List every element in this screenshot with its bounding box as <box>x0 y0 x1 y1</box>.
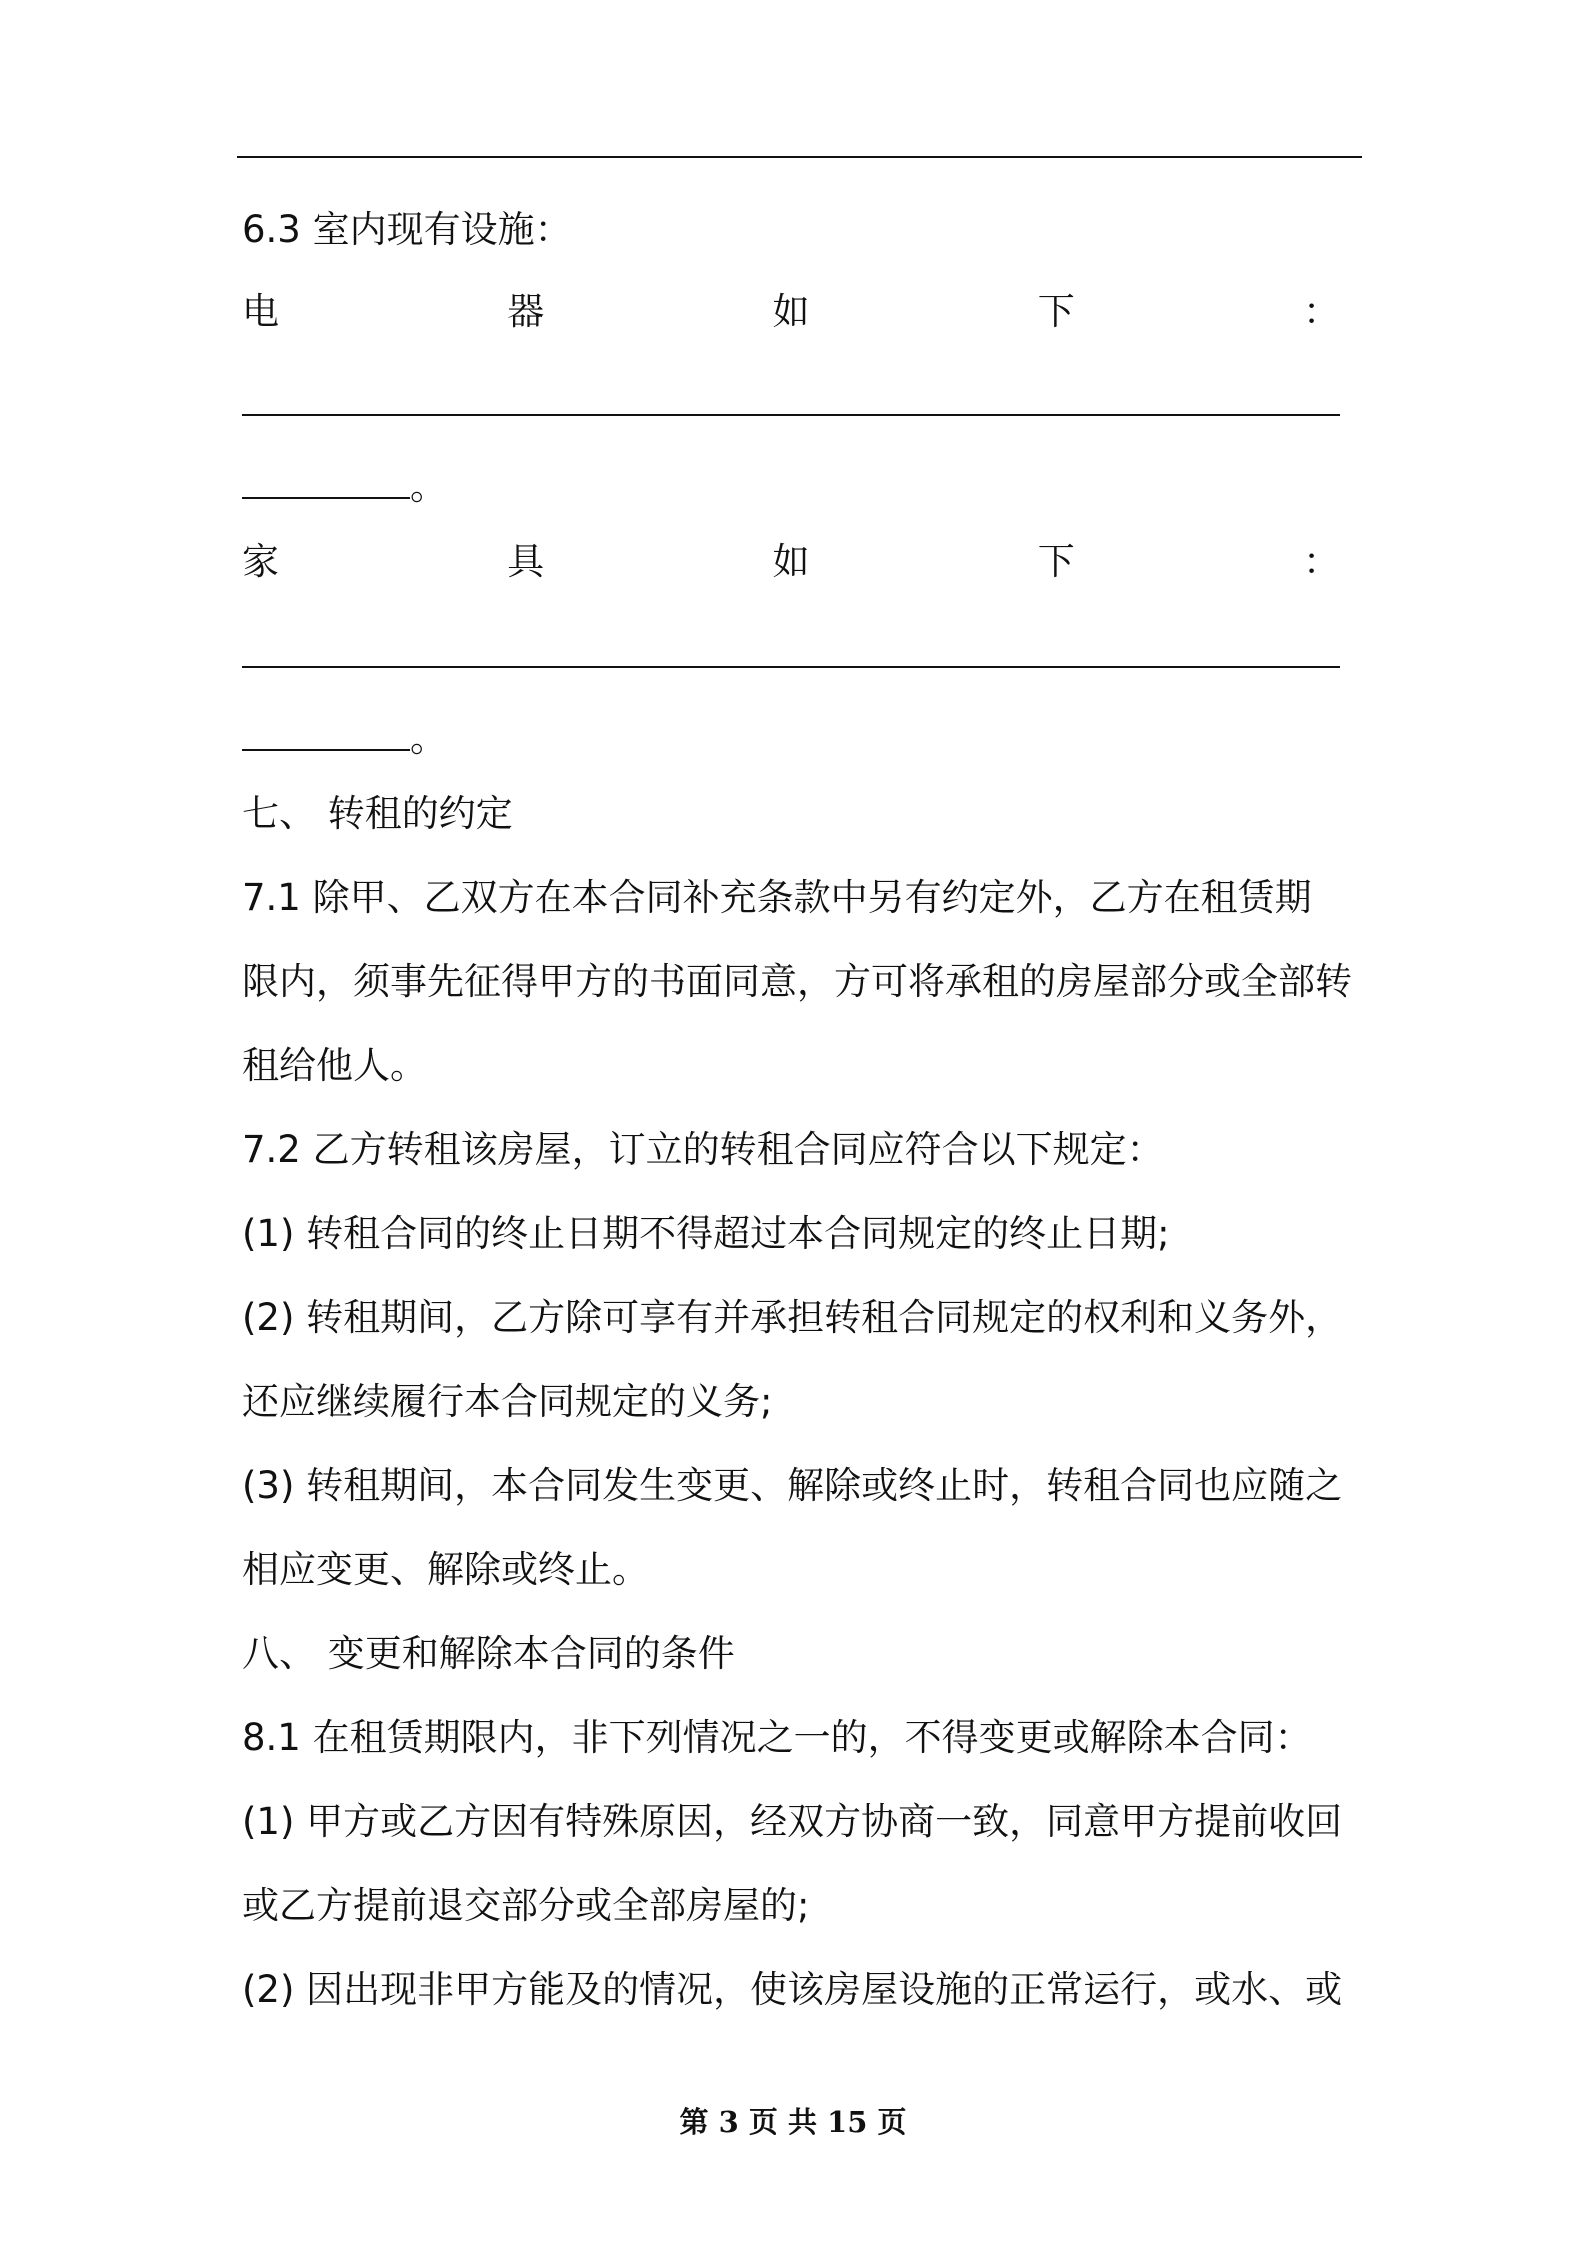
appliances-blank-end <box>242 465 447 509</box>
appliances-char: 下 <box>1037 290 1075 333</box>
appliances-char: 如 <box>772 290 810 333</box>
clause-8-1-item-2-line-1: (2) 因出现非甲方能及的情况，使该房屋设施的正常运行，或水、或 <box>242 1968 1343 2011</box>
appliances-char: ： <box>1303 290 1340 333</box>
section-8-title: 八、 变更和解除本合同的条件 <box>242 1632 735 1675</box>
furniture-period: 。 <box>410 717 447 760</box>
appliances-blank-line <box>242 414 1340 416</box>
clause-7-2-item-3-line-2: 相应变更、解除或终止。 <box>242 1548 649 1591</box>
clause-7-2-item-2-line-1: (2) 转租期间，乙方除可享有并承担转租合同规定的权利和义务外， <box>242 1296 1343 1339</box>
appliances-period: 。 <box>410 465 447 508</box>
furniture-blank-short <box>242 749 410 751</box>
furniture-char: 如 <box>772 540 810 583</box>
furniture-char: 下 <box>1037 540 1075 583</box>
appliances-blank-short <box>242 497 410 499</box>
page-number-footer: 第 3 页 共 15 页 <box>679 2105 907 2139</box>
clause-8-1: 8.1 在租赁期限内，非下列情况之一的，不得变更或解除本合同： <box>242 1716 1312 1759</box>
appliances-char: 器 <box>507 290 545 333</box>
clause-7-2: 7.2 乙方转租该房屋，订立的转租合同应符合以下规定： <box>242 1128 1164 1171</box>
appliances-label <box>242 290 1340 334</box>
section-7-title: 七、 转租的约定 <box>242 792 513 835</box>
appliances-char: 电 <box>242 290 279 333</box>
furniture-char: 家 <box>242 540 279 583</box>
clause-8-1-item-1-line-1: (1) 甲方或乙方因有特殊原因，经双方协商一致，同意甲方提前收回 <box>242 1800 1343 1843</box>
clause-7-2-item-2-line-2: 还应继续履行本合同规定的义务; <box>242 1380 773 1423</box>
clause-7-1-line-3: 租给他人。 <box>242 1044 427 1087</box>
clause-7-1-line-1: 7.1 除甲、乙双方在本合同补充条款中另有约定外，乙方在租赁期 <box>242 876 1312 919</box>
clause-7-1-line-2: 限内，须事先征得甲方的书面同意，方可将承租的房屋部分或全部转 <box>242 960 1352 1003</box>
furniture-blank-line <box>242 666 1340 668</box>
header-rule <box>237 156 1362 158</box>
clause-7-2-item-3-line-1: (3) 转租期间，本合同发生变更、解除或终止时，转租合同也应随之 <box>242 1464 1343 1507</box>
clause-7-2-item-1: (1) 转租合同的终止日期不得超过本合同规定的终止日期; <box>242 1212 1170 1255</box>
furniture-blank-end <box>242 717 447 761</box>
clause-8-1-item-1-line-2: 或乙方提前退交部分或全部房屋的; <box>242 1884 810 1927</box>
furniture-label <box>242 540 1340 584</box>
furniture-char: 具 <box>507 540 545 583</box>
furniture-char: ： <box>1303 540 1340 583</box>
clause-6-3: 6.3 室内现有设施： <box>242 208 572 251</box>
